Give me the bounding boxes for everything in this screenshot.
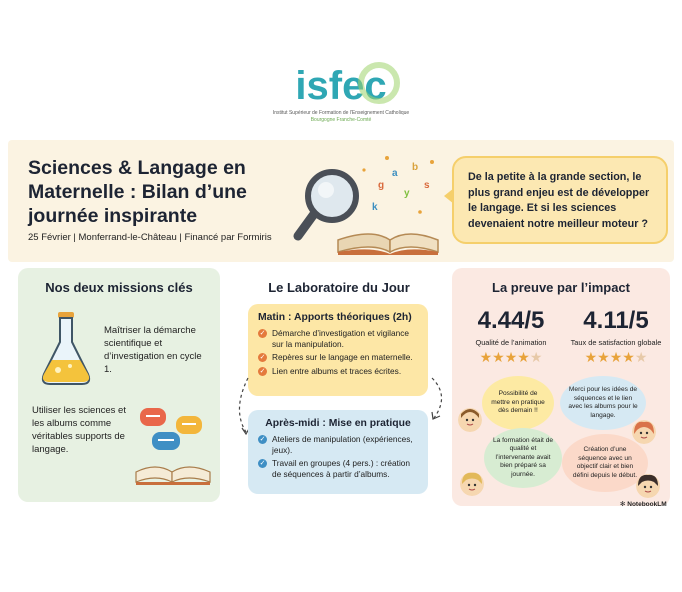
- score-animation: [460, 308, 562, 366]
- logo-ring-icon: [358, 62, 400, 104]
- star-rating: ★★★★★: [479, 349, 543, 365]
- magnifier-book-illustration: [292, 148, 442, 256]
- logo-subtitle: Institut Supérieur de Formation de l'Enseignement Catholique: [272, 110, 410, 116]
- notebooklm-mark: ✻ NotebookLM: [620, 501, 667, 508]
- svg-text:k: k: [372, 202, 378, 213]
- lab-heading: Le Laboratoire du Jour: [268, 280, 410, 295]
- key-question-bubble: De la petite à la grande section, le plus grand enjeu est de développer le langage. Et si les sciences devenaient notre meilleur moteur ?: [452, 156, 668, 244]
- open-book-icon: [338, 234, 438, 255]
- avatar-icon: [460, 472, 484, 496]
- check-icon: ✓: [259, 367, 266, 375]
- avatar-icon: [632, 420, 656, 444]
- svg-text:b: b: [412, 162, 419, 173]
- score-value: 4.11/5: [583, 307, 649, 334]
- check-icon: ✓: [259, 460, 266, 467]
- svg-text:a: a: [392, 168, 398, 179]
- score-label: Taux de satisfaction globale: [570, 338, 662, 347]
- check-icon: ✓: [259, 330, 266, 337]
- impact-heading: La preuve par l’impact: [492, 280, 630, 295]
- logo-text: isfec: [295, 64, 387, 108]
- isfec-logo: [0, 66, 682, 123]
- impact-panel: [452, 268, 670, 506]
- score-value: 4.44/5: [477, 307, 545, 334]
- testimonial-bubble: La formation était de qualité et l’intervenante avait bien préparé sa journée.: [484, 428, 562, 488]
- list-item: ✓ Lien entre albums et traces écrites.: [259, 365, 402, 376]
- list-item: ✓ Démarche d’investigation et vigilance sur la manipulation.: [259, 328, 409, 349]
- check-icon: ✓: [259, 436, 266, 443]
- header-banner: [8, 140, 674, 262]
- magnifier-icon: [298, 172, 356, 236]
- avatar-icon: [458, 408, 482, 432]
- speech-bubbles-icon: [130, 402, 216, 488]
- svg-text:g: g: [378, 180, 385, 191]
- score-label: Qualité de l’animation: [475, 338, 547, 347]
- logo-wordmark: [295, 66, 386, 106]
- avatar-icon: [636, 474, 660, 498]
- list-item: ✓ Repères sur le langage en maternelle.: [259, 352, 413, 362]
- page-title: Sciences & Langage en Maternelle : Bilan d’une journée inspirante: [28, 157, 247, 227]
- morning-title: Matin : Apports théoriques (2h): [258, 312, 412, 323]
- logo-region: Bourgogne Franche-Comté: [310, 117, 372, 123]
- mission-2: Utiliser les sciences et les albums comme véritables supports de langage.: [32, 405, 126, 455]
- missions-heading: Nos deux missions clés: [45, 280, 193, 295]
- list-item: ✓ Ateliers de manipulation (expériences, jeux).: [259, 434, 413, 455]
- testimonial-bubble: Possibilité de mettre en pratique dès demain !!: [482, 376, 554, 430]
- check-icon: ✓: [259, 354, 266, 361]
- score-satisfaction: [564, 308, 668, 366]
- list-item: ✓ Travail en groupes (4 pers.) : création de séquences à partir d’albums.: [259, 458, 411, 479]
- svg-text:y: y: [404, 188, 410, 199]
- missions-panel: [18, 268, 220, 502]
- floating-letters: [372, 162, 430, 213]
- star-rating: ★★★★★: [584, 349, 648, 365]
- svg-text:s: s: [424, 180, 430, 191]
- event-details: 25 Février | Monferrand-le-Château | Financé par Formiris: [28, 232, 272, 243]
- testimonial-bubble: Merci pour les idées de séquences et le lien avec les albums pour le langage.: [560, 376, 646, 430]
- flask-icon: [40, 308, 92, 388]
- afternoon-title: Après-midi : Mise en pratique: [265, 418, 411, 429]
- afternoon-card: [248, 410, 428, 494]
- notebooklm-icon: ✻: [620, 501, 626, 508]
- testimonial-bubble: Création d’une séquence avec un objectif clair et bien défini depuis le début.: [562, 434, 648, 492]
- mission-1: Maîtriser la démarche scientifique et d’investigation en cycle 1.: [104, 325, 202, 375]
